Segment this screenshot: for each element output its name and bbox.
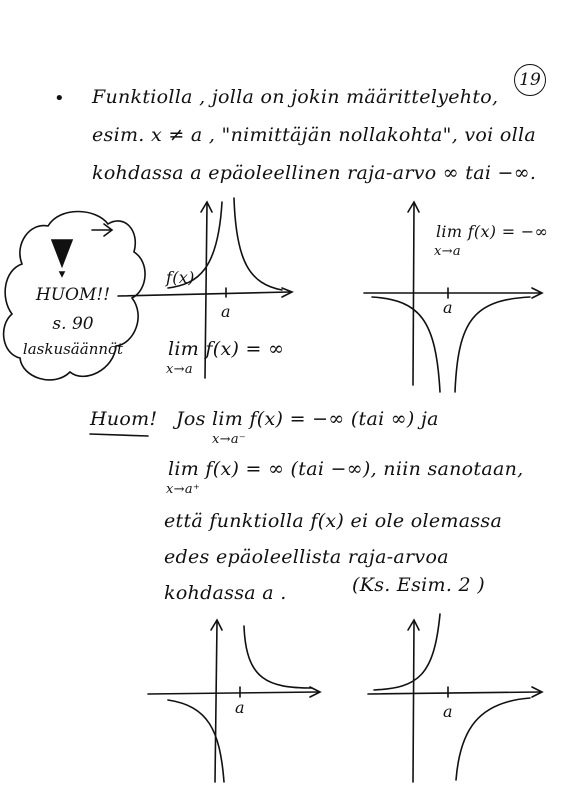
- graph-2-limit: lim f(x) = −∞: [436, 222, 549, 241]
- huom-underline: [90, 434, 148, 436]
- cloud-rules: laskusäännöt: [22, 340, 124, 358]
- note-reference: (Ks. Esim. 2 ): [352, 574, 485, 596]
- note-label: Huom!: [90, 408, 158, 430]
- graph-2-a-label: a: [443, 298, 453, 317]
- note-line-2-sub: x→a⁺: [166, 482, 201, 497]
- graph-3-a-label: a: [235, 698, 245, 717]
- intro-line-3: kohdassa a epäoleellinen raja-arvo ∞ tai −∞.: [92, 162, 537, 184]
- note-line-1: Jos lim f(x) = −∞ (tai ∞) ja: [176, 408, 439, 430]
- note-line-3: että funktiolla f(x) ei ole olemassa: [164, 510, 503, 532]
- graph-4: [368, 614, 542, 782]
- cloud-page-ref: s. 90: [52, 314, 94, 334]
- graph-1-limit-sub: x→a: [166, 362, 193, 377]
- graph-4-a-label: a: [443, 702, 453, 721]
- bullet: •: [54, 88, 65, 109]
- graph-3: [148, 620, 320, 782]
- arrow-icon: [92, 224, 112, 236]
- intro-line-2: esim. x ≠ a , "nimittäjän nollakohta", voi olla: [92, 124, 537, 146]
- note-line-2: lim f(x) = ∞ (tai −∞), niin sanotaan,: [168, 458, 524, 480]
- warning-triangle-icon: [52, 240, 72, 266]
- graph-1-limit: lim f(x) = ∞: [168, 338, 285, 360]
- graph-1-f-label: f(x): [166, 268, 195, 287]
- note-line-1-sub: x→a⁻: [212, 432, 247, 447]
- cloud-huom: HUOM!!: [35, 285, 111, 305]
- note-line-5: kohdassa a .: [164, 582, 287, 604]
- page-number: 19: [514, 64, 546, 96]
- graph-2-limit-sub: x→a: [434, 244, 461, 259]
- graph-1-a-label: a: [221, 302, 231, 321]
- warning-dot-icon: [60, 272, 64, 276]
- intro-line-1: Funktiolla , jolla on jokin määrittelyehto,: [92, 86, 499, 108]
- note-line-4: edes epäoleellista raja-arvoa: [164, 546, 449, 568]
